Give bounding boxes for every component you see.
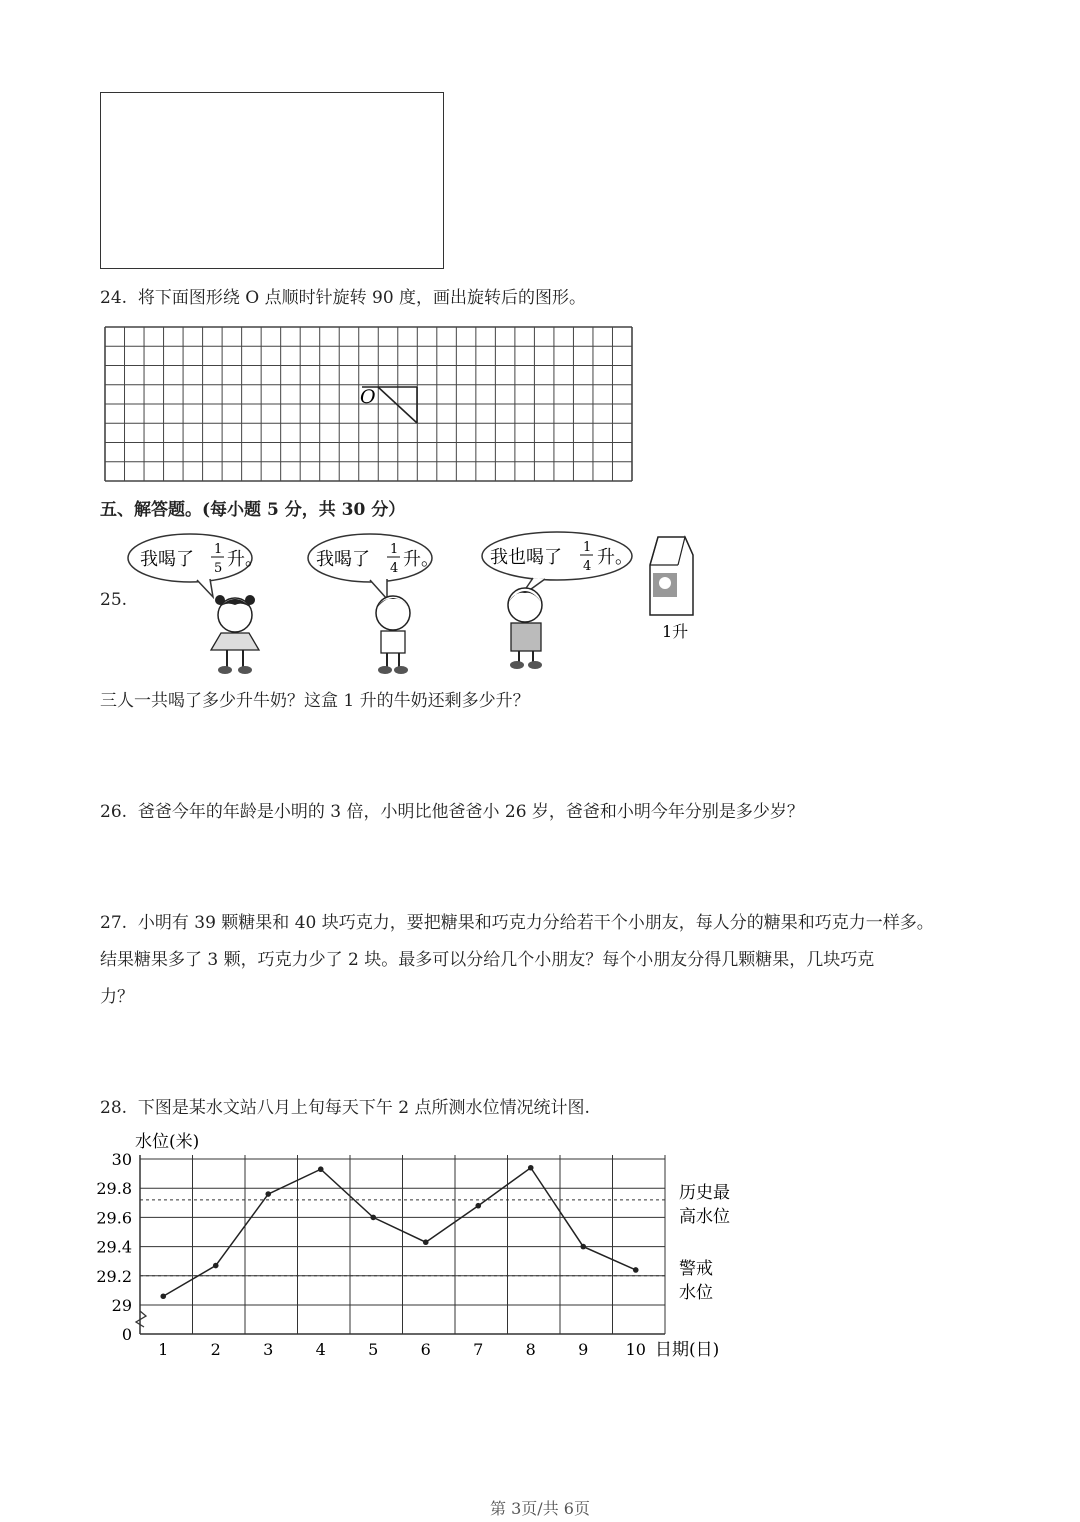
section-title: 五、解答题。(每小题 5 分，共 30 分） bbox=[100, 500, 406, 520]
data-point bbox=[633, 1267, 639, 1273]
svg-text:5: 5 bbox=[214, 561, 223, 576]
boy-figure-2 bbox=[508, 588, 542, 669]
data-point bbox=[475, 1203, 481, 1209]
x-tick-label: 7 bbox=[473, 1340, 484, 1359]
y-tick-label: 29.6 bbox=[96, 1208, 132, 1228]
speech-bubble-2 bbox=[308, 534, 439, 599]
speech-bubble-3 bbox=[482, 532, 633, 597]
axis-break bbox=[136, 1311, 146, 1327]
svg-text:4: 4 bbox=[583, 559, 592, 574]
data-point bbox=[528, 1165, 534, 1171]
grid-figure bbox=[100, 325, 635, 485]
svg-text:我喝了: 我喝了 bbox=[140, 549, 194, 570]
data-point bbox=[580, 1244, 586, 1250]
x-tick-label: 2 bbox=[210, 1340, 221, 1359]
question-27-line-1 bbox=[100, 911, 934, 935]
data-point bbox=[318, 1166, 324, 1172]
y-tick-label: 29 bbox=[111, 1296, 132, 1315]
svg-text:1: 1 bbox=[214, 542, 223, 557]
x-tick-label: 4 bbox=[315, 1340, 326, 1359]
y-tick-label: 29.8 bbox=[96, 1179, 132, 1199]
reference-label: 历史最 bbox=[679, 1182, 730, 1203]
x-tick-label: 9 bbox=[578, 1340, 589, 1359]
x-tick-label: 8 bbox=[525, 1340, 536, 1359]
y-tick-label: 30 bbox=[111, 1150, 132, 1169]
question-number: 24. bbox=[100, 288, 128, 308]
x-tick-label: 1 bbox=[158, 1340, 169, 1359]
x-axis-title: 日期(日) bbox=[655, 1340, 720, 1360]
y-tick-label: 29.4 bbox=[96, 1237, 132, 1257]
y-tick-label: 0 bbox=[121, 1325, 132, 1344]
question-number: 25. bbox=[100, 590, 128, 610]
question-25-text: 三人一共喝了多少升牛奶？这盒 1 升的牛奶还剩多少升？ bbox=[100, 691, 530, 711]
y-axis-title: 水位(米) bbox=[135, 1132, 200, 1152]
data-point bbox=[160, 1293, 166, 1299]
question-text: 将下面图形绕 O 点顺时针旋转 90 度，画出旋转后的图形。 bbox=[137, 288, 587, 308]
speech-bubble-1 bbox=[128, 534, 263, 597]
question-text: 下图是某水文站八月上旬每天下午 2 点所测水位情况统计图. bbox=[137, 1098, 590, 1118]
question-27-line-2: 结果糖果多了 3 颗，巧克力少了 2 块。最多可以分给几个小朋友？每个小朋友分得几颗糖果，几块巧克 bbox=[100, 950, 875, 970]
question-26 bbox=[100, 800, 804, 824]
svg-text:升。: 升。 bbox=[227, 549, 263, 570]
question-number: 28. bbox=[100, 1098, 128, 1118]
girl-figure bbox=[211, 595, 259, 674]
question-number: 26. bbox=[100, 802, 128, 822]
milk-label: 1升 bbox=[662, 622, 689, 641]
x-tick-label: 6 bbox=[420, 1340, 431, 1359]
question-27-line-3: 力？ bbox=[100, 987, 134, 1007]
svg-text:升。: 升。 bbox=[403, 549, 439, 570]
x-tick-label: 5 bbox=[368, 1340, 379, 1359]
q25-illustration bbox=[125, 525, 725, 680]
water-level-chart bbox=[90, 1125, 750, 1375]
svg-text:1: 1 bbox=[583, 540, 592, 555]
answer-box bbox=[100, 92, 444, 269]
series-line bbox=[163, 1168, 636, 1296]
svg-text:我也喝了: 我也喝了 bbox=[490, 547, 562, 568]
data-point bbox=[265, 1191, 271, 1197]
reference-label: 高水位 bbox=[679, 1206, 730, 1227]
question-text: 爸爸今年的年龄是小明的 3 倍，小明比他爸爸小 26 岁，爸爸和小明今年分别是多少岁？ bbox=[137, 802, 804, 822]
data-point bbox=[213, 1263, 219, 1269]
svg-text:升。: 升。 bbox=[597, 547, 633, 568]
data-point bbox=[370, 1215, 376, 1221]
question-28 bbox=[100, 1096, 590, 1120]
data-point bbox=[423, 1239, 429, 1245]
svg-text:4: 4 bbox=[390, 561, 399, 576]
x-tick-label: 10 bbox=[625, 1340, 646, 1359]
question-text: 小明有 39 颗糖果和 40 块巧克力，要把糖果和巧克力分给若干个小朋友，每人分的糖果和巧克力一样多。 bbox=[137, 913, 934, 933]
reference-label: 警戒 bbox=[679, 1258, 713, 1279]
question-number: 27. bbox=[100, 913, 128, 933]
page-footer: 第 3页/共 6页 bbox=[490, 1499, 590, 1518]
y-tick-label: 29.2 bbox=[96, 1266, 132, 1286]
boy-figure-1 bbox=[376, 596, 410, 674]
question-24 bbox=[100, 286, 586, 310]
milk-carton bbox=[650, 537, 693, 641]
x-tick-label: 3 bbox=[263, 1340, 274, 1359]
reference-label: 水位 bbox=[679, 1282, 713, 1303]
svg-text:1: 1 bbox=[390, 542, 399, 557]
point-o-label: O bbox=[360, 386, 376, 408]
svg-text:我喝了: 我喝了 bbox=[316, 549, 370, 570]
